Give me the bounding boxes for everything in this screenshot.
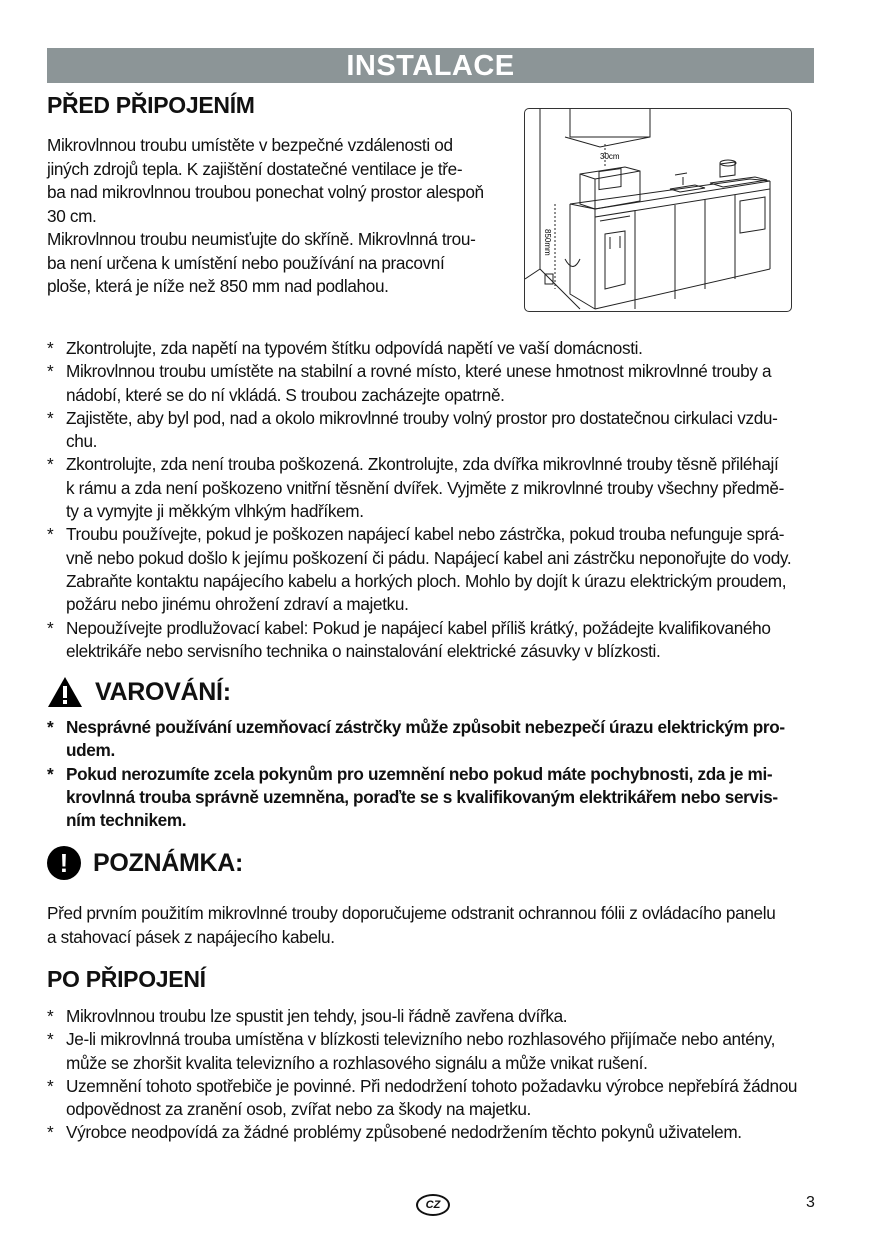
text-line: Mikrovlnnou troubu neumisťujte do skříně. Mikrovlnná trou- — [47, 229, 476, 249]
kitchen-drawing — [525, 109, 791, 311]
page-number: 3 — [806, 1194, 815, 1211]
note-title: POZNÁMKA: — [93, 848, 244, 877]
before-connection-heading: PŘED PŘIPOJENÍM — [47, 92, 255, 118]
text-line: jiných zdrojů tepla. K zajištění dostatečné ventilace je tře- — [47, 158, 463, 179]
list-item: * Je-li mikrovlnná trouba umístěna v blízkosti televizního nebo rozhlasového přijímače nebo antény, může se zhoršit kvalita televizního a rozhlasového signálu a může vnikat rušení. — [47, 1029, 776, 1073]
list-item: * Výrobce neodpovídá za žádné problémy způsobené nedodržením těchto pokynů uživatelem. — [47, 1122, 742, 1143]
list-item: * Nesprávné používání uzemňovací zástrčky může způsobit nebezpečí úrazu elektrickým pro- udem. — [47, 717, 785, 761]
list-item: * Troubu používejte, pokud je poškozen napájecí kabel nebo zástrčka, pokud trouba nefunguje sprá- vně nebo pokud došlo k jejímu poškození či pádu. Napájecí kabel ani zástrčku neponořujte do vody. Zabraňte kontaktu napájecího kabelu a horkých ploch. Mohlo by dojít k úrazu elektrickým proudem, požáru nebo jinému ohrožení zdraví a majetku. — [47, 524, 792, 615]
bullet-line: ním technikem. — [66, 810, 187, 831]
text-line: Mikrovlnnou troubu umístěte v bezpečné vzdálenosti od — [47, 135, 453, 155]
bullet-line: Mikrovlnnou troubu lze spustit jen tehdy, jsou-li řádně zavřena dvířka. — [66, 1006, 568, 1026]
text-line: ba není určena k umístění nebo používání na pracovní — [47, 252, 445, 273]
kitchen-installation-illustration — [524, 108, 792, 312]
bullet-line: odpovědnost za zranění osob, zvířat nebo za škody na majetku. — [66, 1099, 531, 1120]
exclamation-icon: ! — [47, 846, 81, 880]
bullet-line: Troubu používejte, pokud je poškozen napájecí kabel nebo zástrčka, pokud trouba nefunguje sprá- — [66, 524, 785, 545]
bullet-line: Je-li mikrovlnná trouba umístěna v blízkosti televizního nebo rozhlasového přijímače nebo antény, — [66, 1029, 776, 1050]
bullet-line: Zabraňte kontaktu napájecího kabelu a horkých ploch. Mohlo by dojít k úrazu elektrickým proudem, — [66, 570, 787, 591]
bullet-line: Zkontrolujte, zda není trouba poškozená. Zkontrolujte, zda dvířka mikrovlnné trouby těsně přiléhají — [66, 454, 779, 475]
list-item: * Zkontrolujte, zda není trouba poškozená. Zkontrolujte, zda dvířka mikrovlnné trouby těsně přiléhají k rámu a zda není poškozeno vnitřní těsnění dvířek. Vyjměte z mikrovlnné trouby všechny předmě- ty a vymyjte ji měkkým vlhkým hadříkem. — [47, 454, 784, 522]
bullet-line: elektrikáře nebo servisního technika o nainstalování elektrické zásuvky v blízkosti. — [66, 640, 661, 661]
text-line: Před prvním použitím mikrovlnné trouby doporučujeme odstranit ochrannou fólii z ovládacího panelu — [47, 903, 776, 923]
bullet-line: udem. — [66, 740, 115, 761]
bullet-line: ty a vymyjte ji měkkým vlhkým hadříkem. — [66, 501, 364, 522]
figure-label-top: 30cm — [600, 152, 620, 161]
text-line: 30 cm. — [47, 205, 97, 226]
list-item: * Zajistěte, aby byl pod, nad a okolo mikrovlnné trouby volný prostor pro dostatečnou cirkulaci vzdu- chu. — [47, 407, 778, 452]
bullet-line: k rámu a zda není poškozeno vnitřní těsnění dvířek. Vyjměte z mikrovlnné trouby všechny předmě- — [66, 477, 784, 498]
figure-label-side: 850mm — [543, 229, 552, 256]
text-line: ploše, která je níže než 850 mm nad podlahou. — [47, 276, 389, 296]
note-text — [47, 902, 817, 949]
note-header — [47, 846, 243, 880]
bullet-line: krovlnná trouba správně uzemněna, poraďte se s kvalifikovaným elektrikářem nebo servis- — [66, 786, 778, 807]
text-line: ba nad mikrovlnnou troubou ponechat volný prostor alespoň — [47, 182, 484, 202]
bullet-line: Uzemnění tohoto spotřebiče je povinné. Při nedodržení tohoto požadavku výrobce nepřebírá žádnou — [66, 1075, 798, 1096]
text-line: a stahovací pásek z napájecího kabelu. — [47, 926, 335, 947]
before-connection-text — [47, 134, 517, 299]
list-item: * Pokud nerozumíte zcela pokynům pro uzemnění nebo pokud máte pochybnosti, zda je mi- krovlnná trouba správně uzemněna, poraďte se s kvalifikovaným elektrikářem nebo servis- ním technikem. — [47, 763, 778, 831]
bullet-line: Nepoužívejte prodlužovací kabel: Pokud je napájecí kabel příliš krátký, požádejte kvalifikovaného — [66, 617, 771, 638]
bullet-line: Zajistěte, aby byl pod, nad a okolo mikrovlnné trouby volný prostor pro dostatečnou cirkulaci vzdu- — [66, 407, 778, 428]
list-item: * Mikrovlnnou troubu umístěte na stabilní a rovné místo, které unese hmotnost mikrovlnné trouby a nádobí, které se do ní vkládá. S troubou zacházejte opatrně. — [47, 361, 772, 405]
warning-triangle-icon — [47, 676, 83, 708]
bullet-line: požáru nebo jinému ohrožení zdraví a majetku. — [66, 594, 409, 615]
bullet-line: Výrobce neodpovídá za žádné problémy způsobené nedodržením těchto pokynů uživatelem. — [66, 1122, 742, 1143]
country-badge: CZ — [416, 1194, 450, 1216]
warning-bullets — [47, 716, 815, 832]
bullet-line: nádobí, které se do ní vkládá. S troubou zacházejte opatrně. — [66, 384, 505, 405]
after-connection-heading: PO PŘIPOJENÍ — [47, 966, 206, 992]
warning-header — [47, 676, 231, 708]
list-item: * Uzemnění tohoto spotřebiče je povinné. Při nedodržení tohoto požadavku výrobce nepřebírá žádnou odpovědnost za zranění osob, zvířat nebo za škody na majetku. — [47, 1075, 798, 1120]
section-banner: INSTALACE — [47, 48, 814, 83]
list-item: * Zkontrolujte, zda napětí na typovém štítku odpovídá napětí ve vaší domácnosti. — [47, 338, 643, 358]
bullet-line: může se zhoršit kvalita televizního a rozhlasového signálu a může vnikat rušení. — [66, 1052, 648, 1073]
list-item: * Mikrovlnnou troubu lze spustit jen tehdy, jsou-li řádně zavřena dvířka. — [47, 1006, 568, 1026]
bullet-line: Mikrovlnnou troubu umístěte na stabilní a rovné místo, které unese hmotnost mikrovlnné trouby a — [66, 361, 772, 382]
bullet-line: chu. — [66, 431, 98, 452]
list-item: * Nepoužívejte prodlužovací kabel: Pokud je napájecí kabel příliš krátký, požádejte kvalifikovaného elektrikáře nebo servisního technika o nainstalování elektrické zásuvky v blízkosti. — [47, 617, 771, 661]
after-connection-bullets — [47, 1005, 815, 1145]
bullet-line: Nesprávné používání uzemňovací zástrčky může způsobit nebezpečí úrazu elektrickým pro- — [66, 717, 785, 737]
bullet-line: Zkontrolujte, zda napětí na typovém štítku odpovídá napětí ve vaší domácnosti. — [66, 338, 643, 358]
warning-title: VAROVÁNÍ: — [95, 677, 231, 706]
bullet-line: vně nebo pokud došlo k jejímu poškození či pádu. Napájecí kabel ani zástrčku neponořujte do vody. — [66, 547, 792, 568]
bullet-line: Pokud nerozumíte zcela pokynům pro uzemnění nebo pokud máte pochybnosti, zda je mi- — [66, 763, 773, 784]
before-connection-bullets — [47, 337, 815, 663]
